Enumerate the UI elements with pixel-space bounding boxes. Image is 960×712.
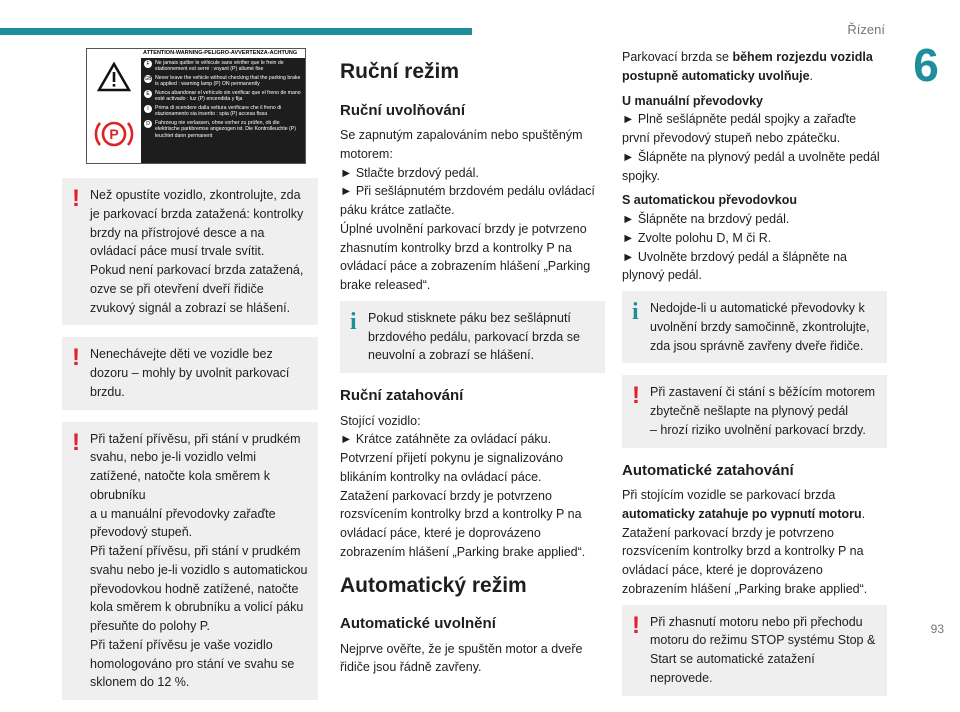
warning-box [62,337,318,409]
exclamation-icon: ! [72,344,80,372]
column-3 [622,48,887,708]
label-row-text: Fahrzeug nie verlassen, ohne vorher zu prüfen, ob die elektrische parkbremse angezogen ist. Die Kontrolleuchte (P) leuchtet dann permanent [155,119,296,139]
manual-gearbox-steps: ► Plně sešlápněte pedál spojky a zařaďte první převodový stupeň nebo zpátečku. ► Šlápněte na plynový pedál a uvolněte pedál spojky. [622,112,880,183]
label-row [144,105,302,118]
heading-manual-mode: Ruční režim [340,60,460,83]
flag-icon: GB [144,75,152,82]
label-row [144,60,302,73]
warning-box [62,422,318,701]
heading-manual-apply: Ruční zatahování [340,387,464,404]
auto-apply-text: Při stojícím vozidle se parkovací brzda automaticky zatahuje po vypnutí motoru. Zatažení parkovací brzdy je potvrzeno rozsvícením kontrolky brzd a kontrolky P na ovládací páce, které je doprovázeno zobrazením hlášení „Parking brake applied“. [622,488,868,596]
label-row [144,90,302,103]
label-text-panel [141,49,305,163]
warning-text: Při zastavení či stání s běžícím motorem zbytečně nešlapte na plynový pedál – hrozí riziko uvolnění parkovací brzdy. [650,385,876,437]
warning-text: Při tažení přívěsu, při stání v prudkém svahu, nebo je-li vozidlo velmi zatížené, natočte kola směrem k obrubníku a u manuální převodovky zařaďte převodový stupeň. Při tažení přívěsu, při stání v prudkém svahu nebo je-li vozidlo s automatickou převodovkou hodně zatížené, natočte kola směrem k obrubníku a volicí páku přesuňte do polohy P. Při tažení přívěsu je vaše vozidlo homologováno pro stání ve svahu se sklonem do 12 %. [90,431,308,690]
heading-auto-mode: Automatický režim [340,573,527,597]
info-icon: i [350,308,357,335]
label-row-text: Prima di scendere dalla vettura verificare che il freno di stazionamento sia inserito : spia (P) accesa fissa [155,104,282,118]
auto-gearbox-steps: ► Šlápněte na brzdový pedál. ► Zvolte polohu D, M či R. ► Uvolněte brzdový pedál a šlápněte na plynový pedál. [622,212,848,283]
flag-icon: F [144,60,152,68]
column-2 [340,48,605,683]
auto-release-text: Nejprve ověřte, že je spuštěn motor a dveře řidiče jsou řádně zavřeny. [340,641,583,675]
header-accent-bar [0,28,472,35]
column-1 [62,48,318,712]
exclamation-icon: ! [632,611,640,639]
exclamation-icon: ! [632,382,640,410]
parking-brake-icon [94,117,134,151]
warning-box [62,178,318,325]
label-header: ATTENTION-WARNING-PELIGRO-AVVERTENZA-ACHTUNG [141,49,305,58]
label-icons [87,49,141,163]
warning-text: Při zhasnutí motoru nebo při přechodu motoru do režimu STOP systému Stop & Start se automatické zatažení neprovede. [650,614,876,685]
manual-gearbox-heading: U manuální převodovky [622,93,764,108]
heading-manual-release: Ruční uvolňování [340,101,466,119]
auto-release-intro: Parkovací brzda se během rozjezdu vozidla postupně automaticky uvolňuje. [622,50,873,83]
label-row-text: Ne jamais quitter le véhicule sans vérifier que le frein de stationnement est serré : voyant (P) allumé fixe [155,59,284,73]
manual-release-text: Se zapnutým zapalováním nebo spuštěným motorem: ► Stlačte brzdový pedál. ► Při sešlápnutém brzdovém pedálu ovládací páku krátce zatlačte. Úplné uvolnění parkovací brzdy je potvrzeno zhasnutím kontrolky brzd a kontrolky P na ovládací páce a zobrazením hlášení „Parking brake released“. [340,128,595,292]
flag-icon: E [144,90,152,98]
warning-box [622,605,887,696]
heading-auto-apply: Automatické zatahování [622,461,794,479]
heading-auto-release: Automatické uvolnění [340,615,496,632]
info-box [340,301,605,373]
flag-icon: I [144,105,152,113]
label-row [144,120,302,140]
svg-text:P: P [109,125,119,142]
auto-gearbox-heading: S automatickou převodovkou [622,193,798,208]
info-text: Pokud stisknete páku bez sešlápnutí brzdového pedálu, parkovací brzda se neuvolní a zobrazí se hlášení. [368,310,580,363]
flag-icon: D [144,120,152,128]
chapter-number: 6 [913,39,939,91]
label-row-text: Nunca abandonar el vehículo sin verificar que el freno de mano esté activado : luz (P) encendida y fija [155,89,301,103]
exclamation-icon: ! [72,185,80,212]
manual-apply-text: Stojící vozidlo: ► Krátce zatáhněte za ovládací páku. Potvrzení přijetí pokynu je signalizováno blikáním kontrolky na ovládací páce. Zatažení parkovací brzdy je potvrzeno rozsvícením kontrolky brzd a kontrolky P na ovládací páce, které je doprovázeno zobrazením hlášení „Parking brake applied“. [340,413,586,559]
warning-triangle-icon [97,62,131,92]
warning-label-image [86,48,306,164]
warning-text: Než opustíte vozidlo, zkontrolujte, zda je parkovací brzda zatažená: kontrolky brzdy na přístrojové desce a na ovládací páce musí trvale svítit. Pokud není parkovací brzda zatažená, ozve se při otevření dveří řidiče zvukový signál a zobrazí se hlášení. [90,188,304,315]
exclamation-icon: ! [72,428,80,456]
label-row [144,75,302,88]
warning-text: Nenechávejte děti ve vozidle bez dozoru – mohly by uvolnit parkovací brzdu. [90,347,290,399]
info-box [622,291,887,363]
section-title: Řízení [847,22,885,37]
info-icon: i [632,299,639,325]
page-number: 93 [930,622,944,636]
warning-box [622,375,887,447]
label-row-text: Never leave the vehicle without checking that the parking brake is applied : warning lamp (P) ON permanently [155,74,301,88]
info-text: Nedojde-li u automatické převodovky k uvolnění brzdy samočinně, zkontrolujte, zda jsou správně zavřeny dveře řidiče. [650,301,870,353]
